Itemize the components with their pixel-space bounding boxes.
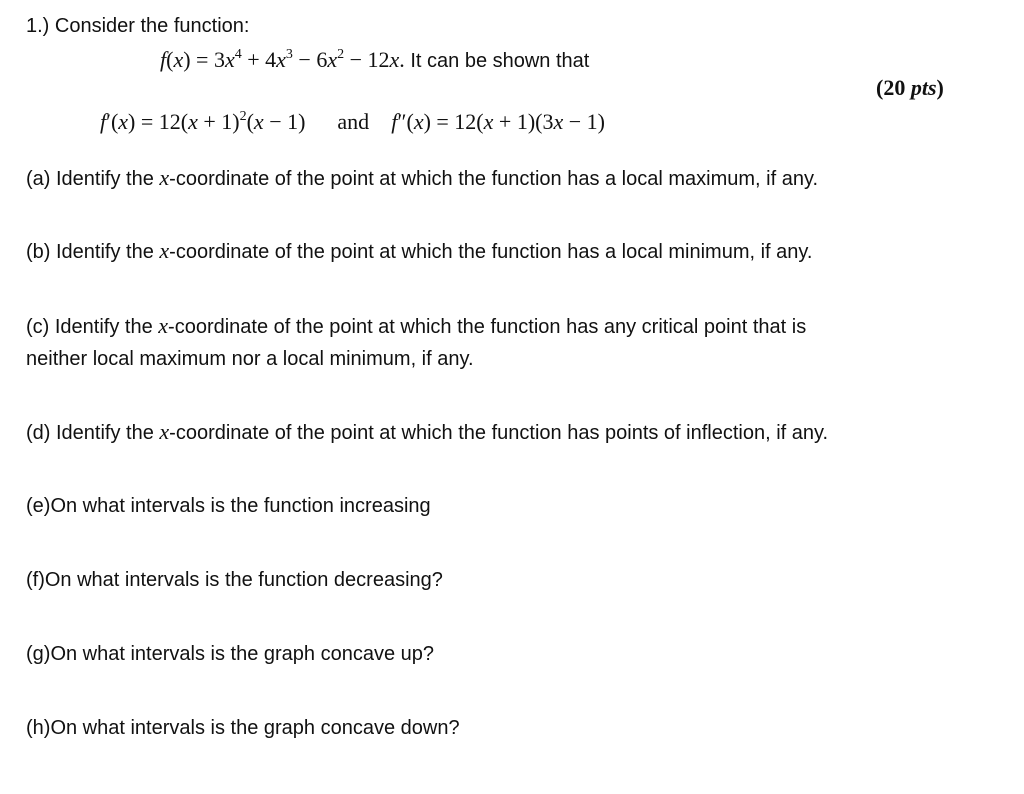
question-b: (b) Identify the x-coordinate of the point at which the function has a local minimum, if any. xyxy=(26,238,813,263)
second-derivative: f″(x) = 12(x + 1)(3x − 1) xyxy=(391,109,605,134)
function-formula: $f(x) = 3x^4 + 4x^3 - 6x^2 - 12x$. xyxy=(160,47,405,72)
question-a: (a) Identify the x-coordinate of the point at which the function has a local maximum, if any. xyxy=(26,165,819,190)
function-definition xyxy=(160,48,589,73)
function-trailing-text: It can be shown that xyxy=(410,50,590,72)
question-e: (e)On what intervals is the function increasing xyxy=(26,495,431,517)
question-c-continued: neither local maximum nor a local minimum, if any. xyxy=(26,348,474,370)
question-h: (h)On what intervals is the graph concave down? xyxy=(26,717,460,739)
question-g: (g)On what intervals is the graph concave up? xyxy=(26,643,434,665)
first-derivative: $f'(x) = 12(x + 1)^2(x - 1)$ xyxy=(100,109,306,134)
points-label: (20 pts) xyxy=(876,75,944,100)
question-f: (f)On what intervals is the function decreasing? xyxy=(26,569,443,591)
question-d: (d) Identify the x-coordinate of the point at which the function has points of inflection, if any. xyxy=(26,419,829,444)
derivatives-line xyxy=(100,110,605,135)
question-c: (c) Identify the x-coordinate of the point at which the function has any critical point that is xyxy=(26,313,807,338)
problem-title: 1.) Consider the function: xyxy=(26,15,250,37)
derivative-connector: and xyxy=(337,109,370,134)
